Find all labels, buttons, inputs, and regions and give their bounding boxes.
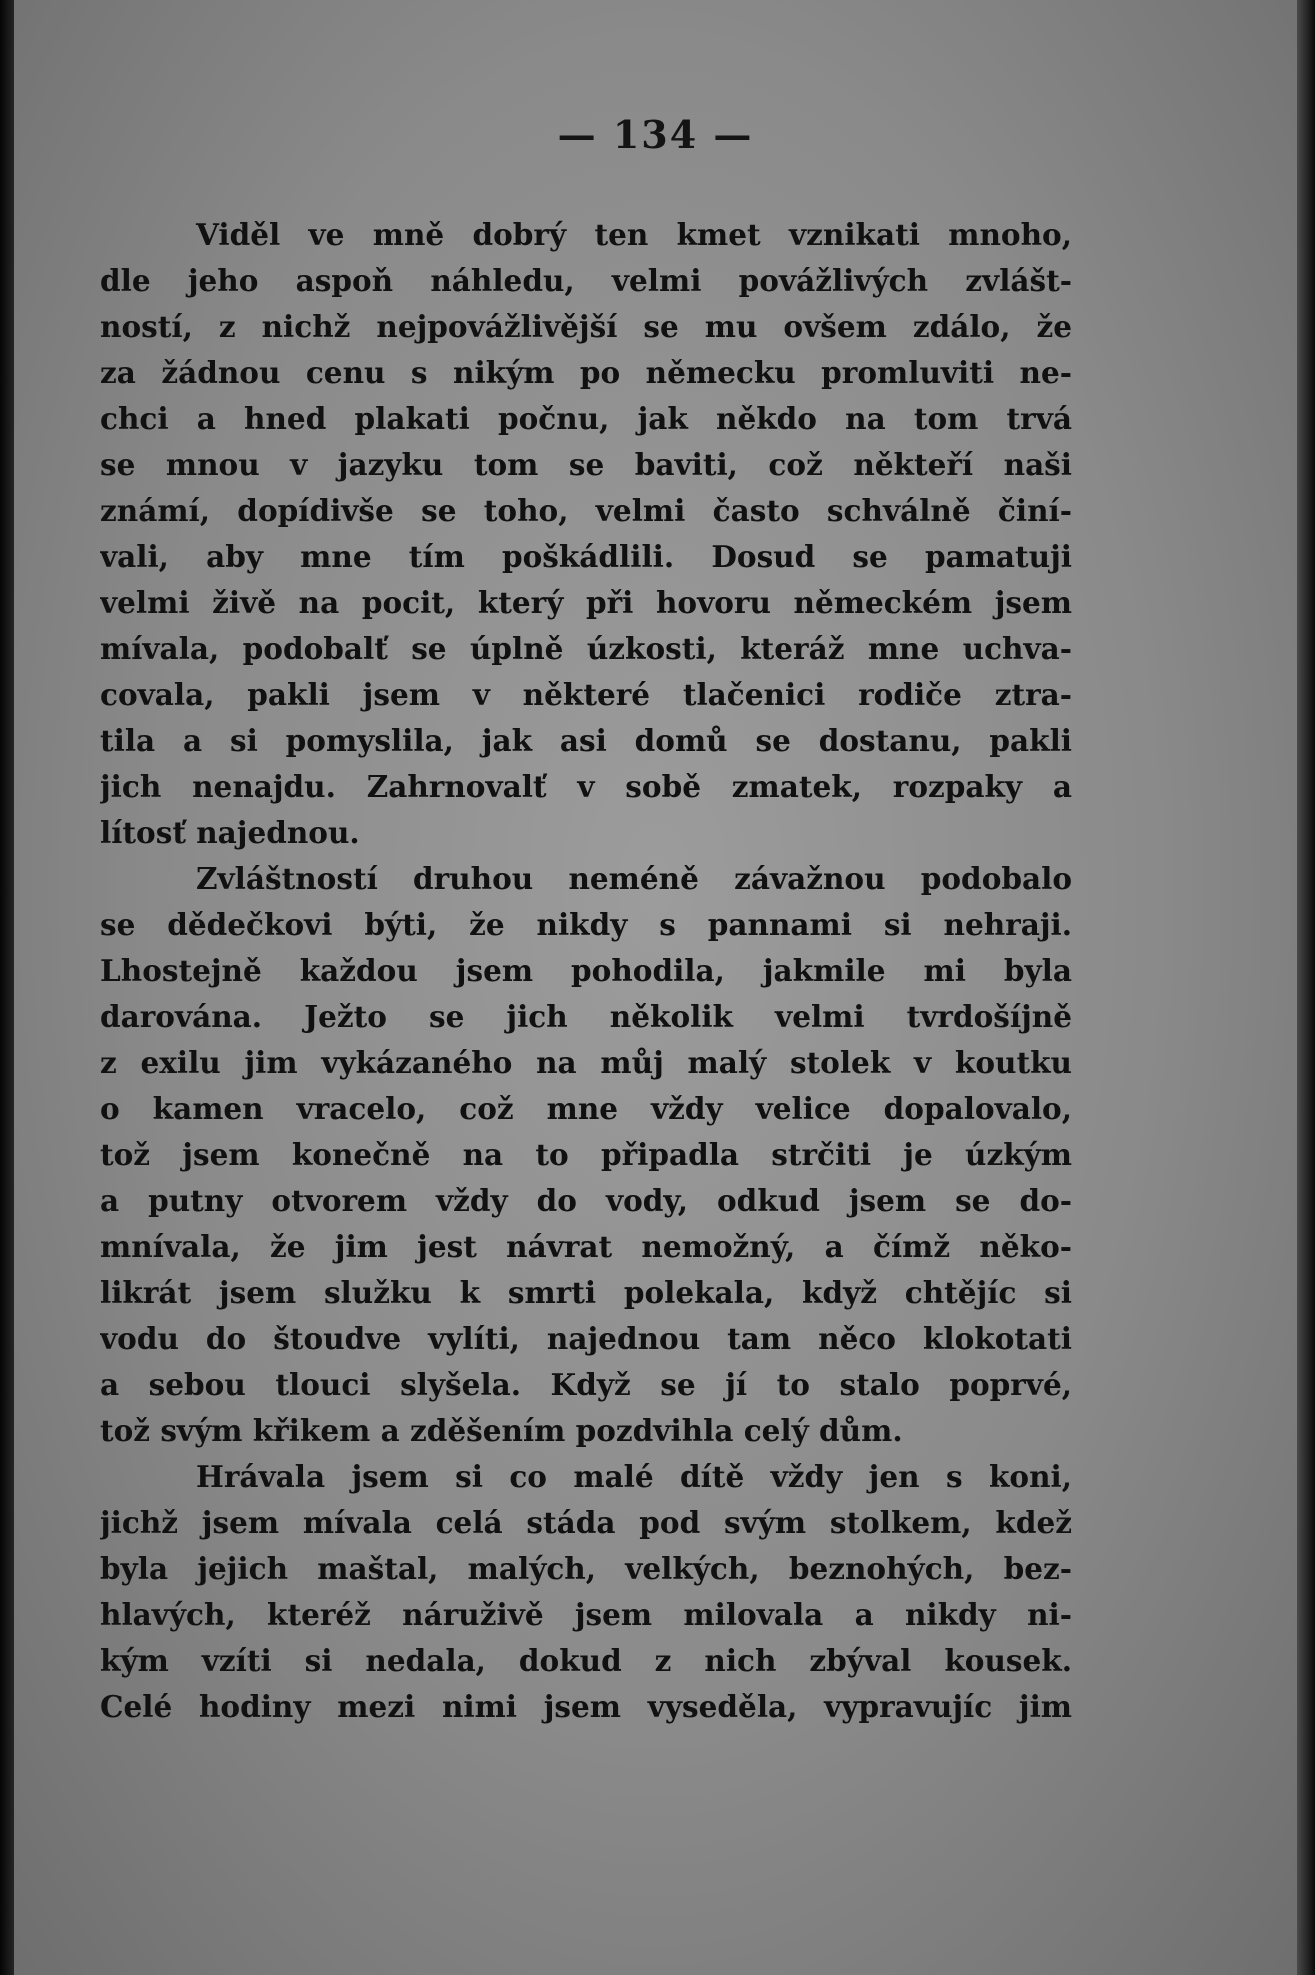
text-line: jich nenajdu. Zahrnovalť v sobě zmatek, rozpaky a [100, 769, 1072, 804]
text-line: o kamen vracelo, což mne vždy velice dopalovalo, [100, 1091, 1072, 1126]
text-line: za žádnou cenu s nikým po německu promluviti ne- [100, 355, 1072, 390]
book-page [14, 0, 1297, 1975]
text-line: známí, dopídivše se toho, velmi často schválně činí- [100, 493, 1072, 528]
text-line: Celé hodiny mezi nimi jsem vyseděla, vypravujíc jim [100, 1689, 1072, 1724]
text-line: Lhostejně každou jsem pohodila, jakmile mi byla [100, 953, 1072, 988]
text-line: lítosť najednou. [100, 815, 360, 850]
text-line: dle jeho aspoň náhledu, velmi povážlivých zvlášt- [100, 263, 1072, 298]
text-line: tož svým křikem a zděšením pozdvihla celý dům. [100, 1413, 903, 1448]
text-line: mnívala, že jim jest návrat nemožný, a čímž něko- [100, 1229, 1072, 1264]
paragraph-1 [100, 212, 1072, 856]
page-number: — 134 — [557, 112, 754, 157]
text-line: likrát jsem služku k smrti polekala, když chtějíc si [100, 1275, 1072, 1310]
text-line: kým vzíti si nedala, dokud z nich zbýval kousek. [100, 1643, 1072, 1678]
text-line: a putny otvorem vždy do vody, odkud jsem se do- [100, 1183, 1072, 1218]
text-line: hlavých, kteréž náruživě jsem milovala a nikdy ni- [100, 1597, 1072, 1632]
text-line: tož jsem konečně na to připadla strčiti je úzkým [100, 1137, 1072, 1172]
text-line: mívala, podobalť se úplně úzkosti, kteráž mne uchva- [100, 631, 1072, 666]
text-line: Viděl ve mně dobrý ten kmet vznikati mnoho, [196, 217, 1072, 252]
text-line: ností, z nichž nejpovážlivější se mu ovšem zdálo, že [100, 309, 1072, 344]
text-line: Hrávala jsem si co malé dítě vždy jen s koni, [196, 1459, 1072, 1494]
text-line: Zvláštností druhou neméně závažnou podobalo [196, 861, 1072, 896]
text-line: vodu do štoudve vylíti, najednou tam něco klokotati [100, 1321, 1072, 1356]
text-line: se mnou v jazyku tom se baviti, což někteří naši [100, 447, 1072, 482]
body-text [100, 212, 1072, 1730]
page-right-edge [1297, 0, 1315, 1975]
text-line: darována. Ježto se jich několik velmi tvrdošíjně [100, 999, 1072, 1034]
text-line: covala, pakli jsem v některé tlačenici rodiče ztra- [100, 677, 1072, 712]
paragraph-2 [100, 856, 1072, 1454]
text-line: byla jejich maštal, malých, velkých, beznohých, bez- [100, 1551, 1072, 1586]
text-line: tila a si pomyslila, jak asi domů se dostanu, pakli [100, 723, 1072, 758]
text-line: chci a hned plakati počnu, jak někdo na tom trvá [100, 401, 1072, 436]
text-line: a sebou tlouci slyšela. Když se jí to stalo poprvé, [100, 1367, 1072, 1402]
text-line: velmi živě na pocit, který při hovoru německém jsem [100, 585, 1072, 620]
text-line: vali, aby mne tím poškádlili. Dosud se pamatuji [100, 539, 1072, 574]
paragraph-3 [100, 1454, 1072, 1730]
text-line: se dědečkovi býti, že nikdy s pannami si nehraji. [100, 907, 1072, 942]
text-line: z exilu jim vykázaného na můj malý stolek v koutku [100, 1045, 1072, 1080]
text-line: jichž jsem mívala celá stáda pod svým stolkem, kdež [100, 1505, 1072, 1540]
